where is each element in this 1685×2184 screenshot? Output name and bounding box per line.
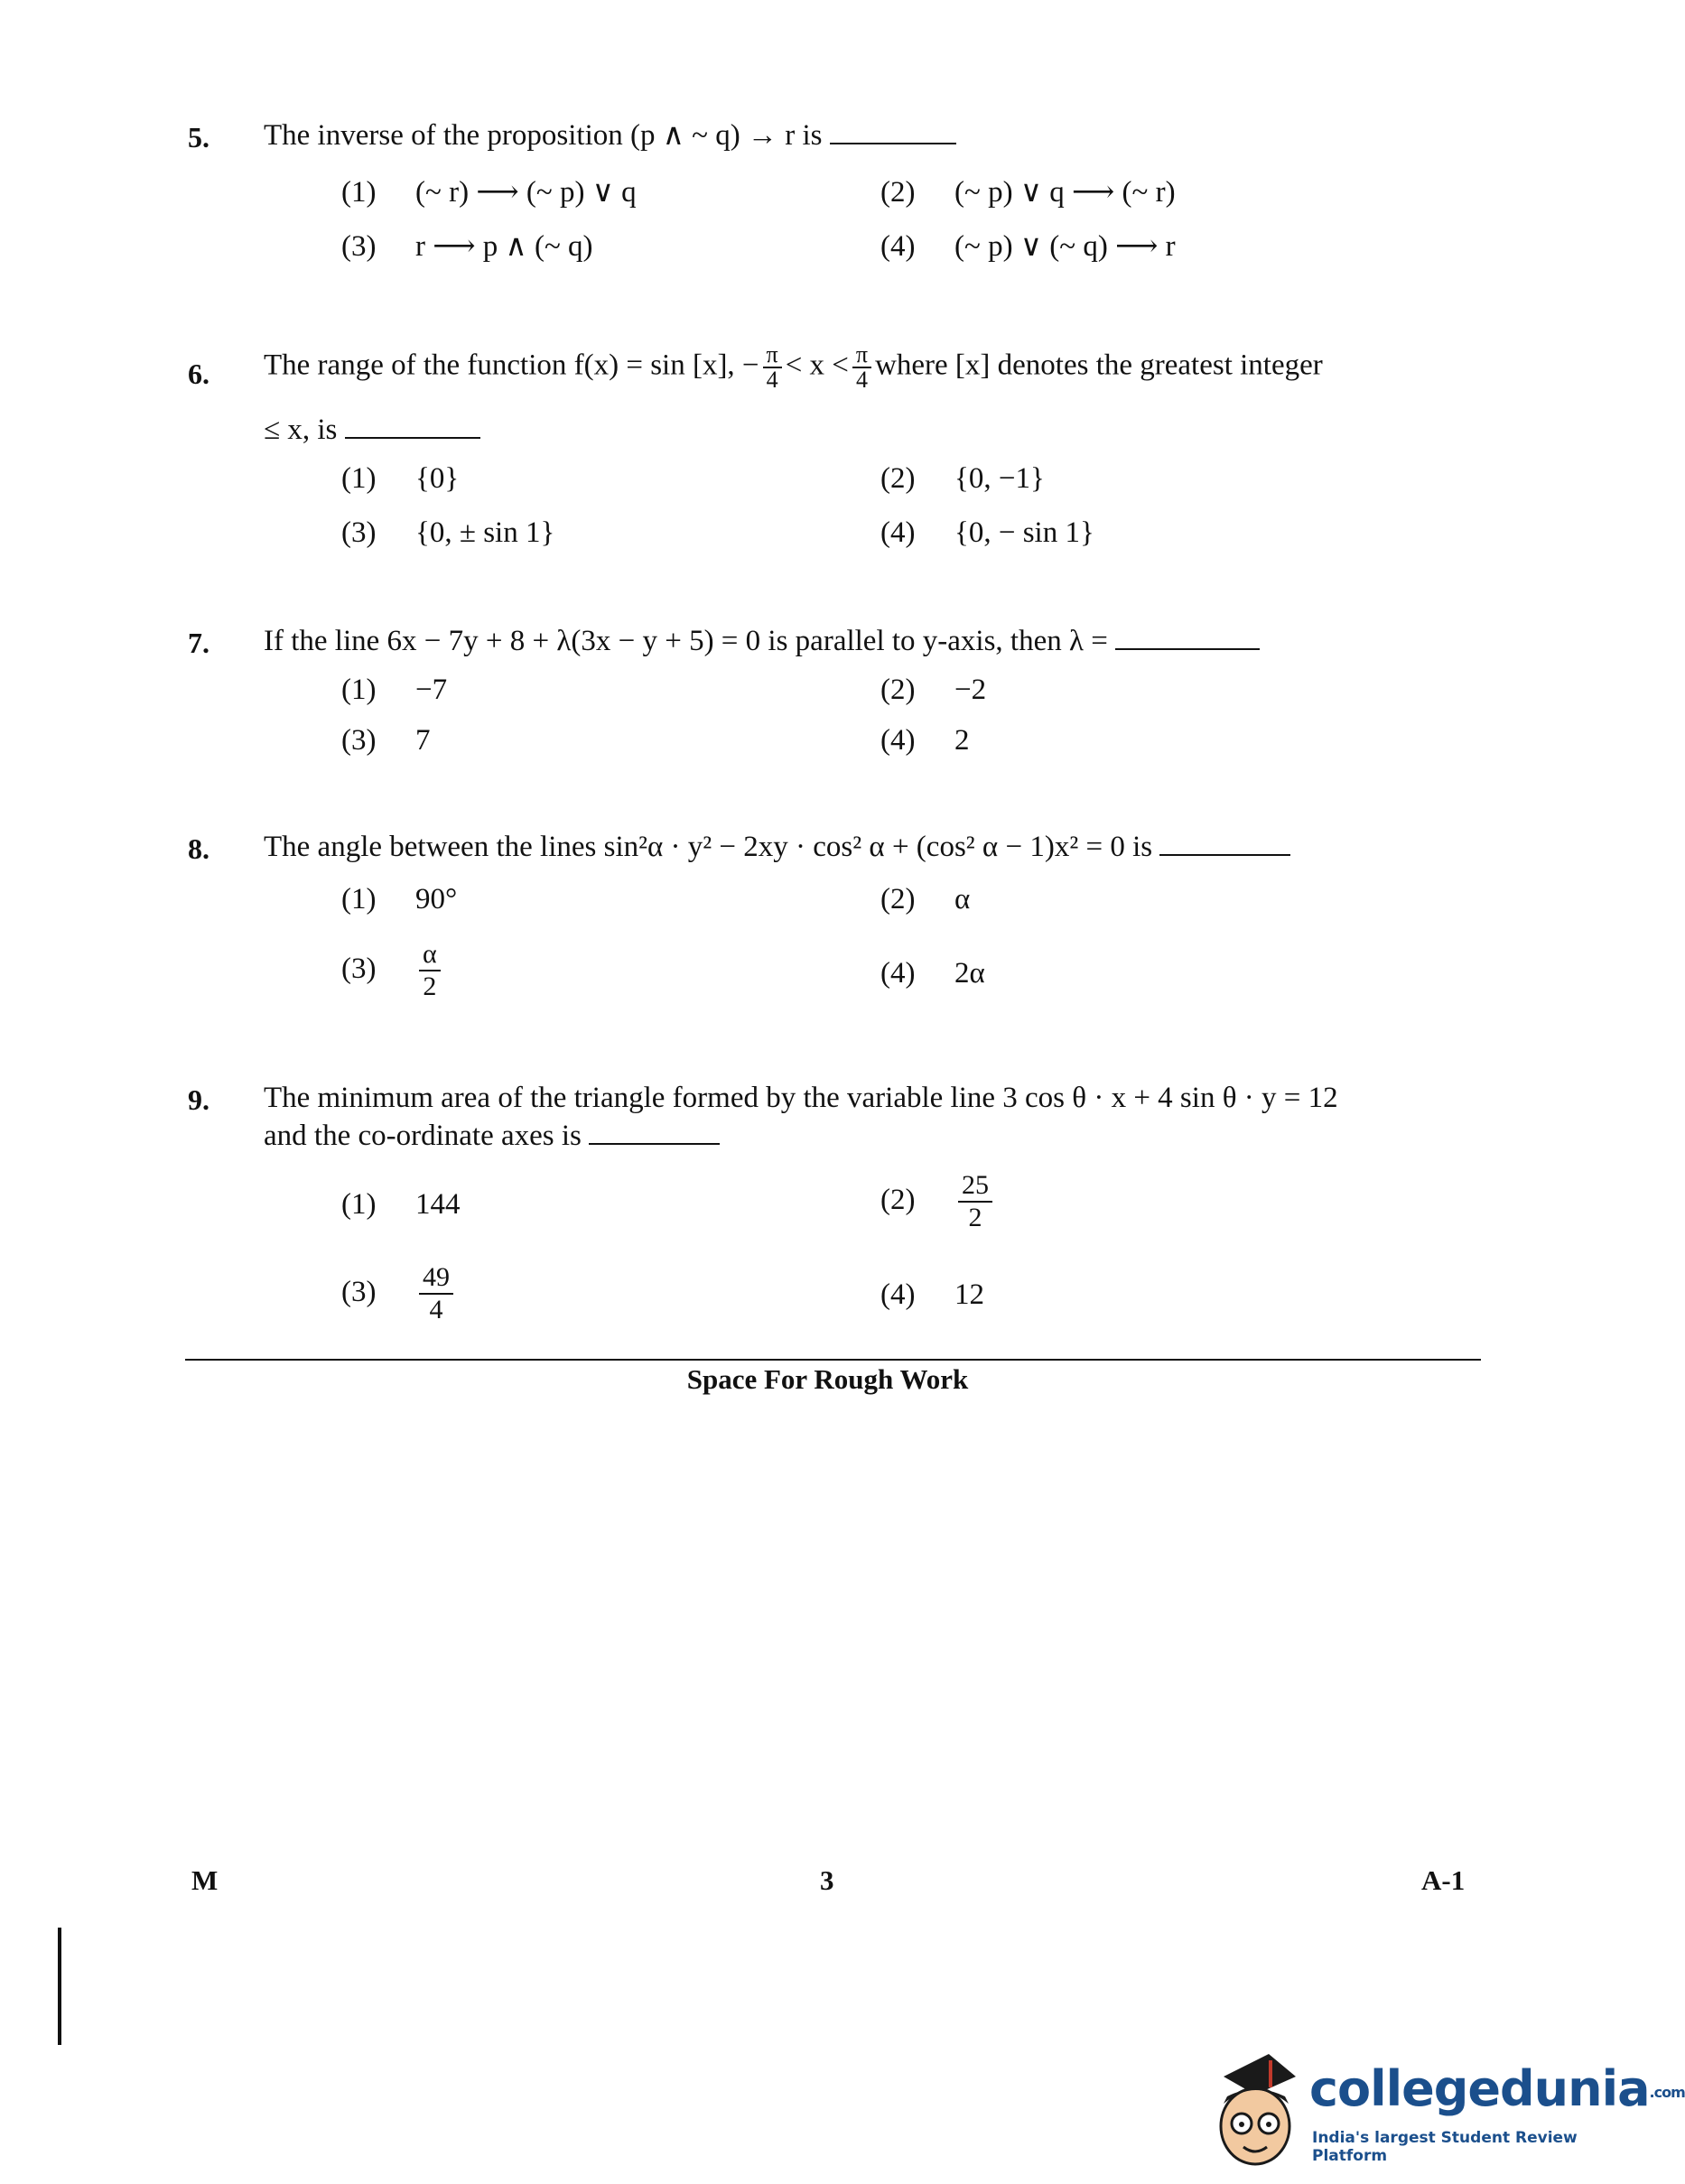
mascot-icon	[1206, 2049, 1305, 2176]
question-text-line2: ≤ x, is	[264, 410, 480, 450]
logo-tagline: India's largest Student Review Platform	[1312, 2129, 1578, 2165]
option-3: (3) $\frac{49}{4}$	[341, 1262, 457, 1325]
option-3: (3) 7	[341, 724, 431, 757]
option-4: (4) 2	[880, 724, 970, 757]
option-2: (2) {0, −1}	[880, 462, 1045, 495]
rough-work-label: Space For Rough Work	[686, 1363, 969, 1395]
footer-right: A-1	[1421, 1864, 1466, 1896]
option-4: (4) (~ p) ∨ (~ q) ⟶ r	[880, 230, 1176, 263]
question-text: The angle between the lines sin²α · y² − 2xy · cos² α + (cos² α − 1)x² = 0 is	[264, 827, 1290, 867]
question-number: 5.	[188, 121, 209, 153]
collegedunia-logo	[1206, 2049, 1685, 2176]
question-number: 8.	[188, 832, 209, 865]
option-4: (4) {0, − sin 1}	[880, 516, 1094, 549]
option-4: (4) 12	[880, 1278, 984, 1311]
option-2: (2) −2	[880, 674, 987, 706]
option-1: (1) 90°	[341, 883, 458, 915]
question-number: 6.	[188, 358, 209, 390]
question-number: 9.	[188, 1083, 209, 1116]
option-3: (3) r ⟶ p ∧ (~ q)	[341, 230, 593, 263]
option-1: (1) (~ r) ⟶ (~ p) ∨ q	[341, 176, 637, 209]
logo-wordmark: collegedunia.com	[1309, 2060, 1685, 2117]
margin-mark	[58, 1928, 61, 2045]
question-text: The minimum area of the triangle formed by the variable line 3 cos θ · x + 4 sin θ · y = 12	[264, 1082, 1338, 1114]
option-2: (2) $\frac{25}{2}$	[880, 1170, 996, 1233]
option-1: (1) −7	[341, 674, 448, 706]
question-text: The range of the function f(x) = sin [x], − $\frac{\pi}{4}$ < x < $\frac{\pi}{4}$ where [x] denotes the greatest integer	[264, 341, 1323, 393]
footer-left: M	[191, 1864, 219, 1896]
page-number: 3	[820, 1864, 834, 1896]
question-number: 7.	[188, 627, 209, 659]
divider	[185, 1359, 1481, 1361]
option-3: (3) $\frac{\alpha}{2}$	[341, 939, 444, 1002]
option-1: (1) 144	[341, 1188, 461, 1221]
option-2: (2) (~ p) ∨ q ⟶ (~ r)	[880, 176, 1176, 209]
option-4: (4) 2α	[880, 957, 985, 990]
option-3: (3) {0, ± sin 1}	[341, 516, 555, 549]
option-1: (1) {0}	[341, 462, 460, 495]
question-text: If the line 6x − 7y + 8 + λ(3x − y + 5) = 0 is parallel to y-axis, then λ =	[264, 621, 1260, 661]
question-text: The inverse of the proposition (p ∧ ~ q) → r is	[264, 116, 956, 155]
option-2: (2) α	[880, 883, 971, 915]
question-text-line2: and the co-ordinate axes is	[264, 1116, 720, 1156]
